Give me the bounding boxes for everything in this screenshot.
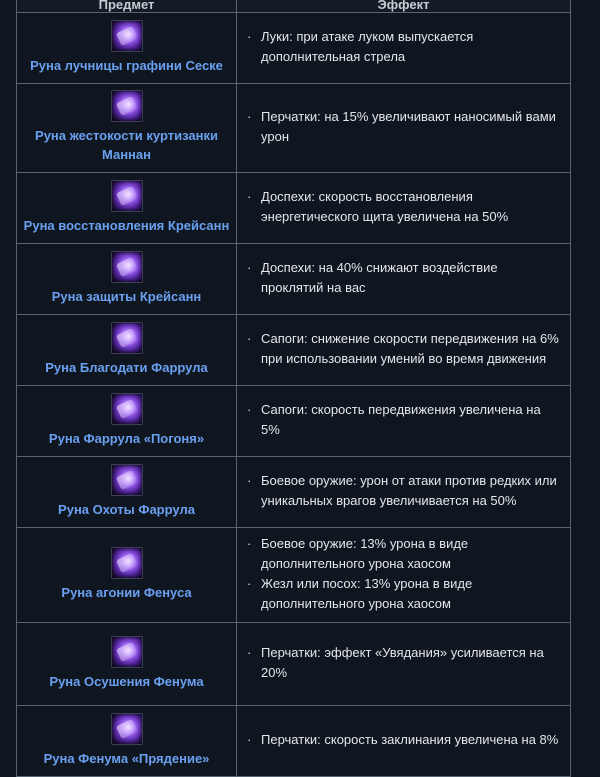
item-cell: [17, 244, 237, 314]
purple-rune-icon[interactable]: [111, 180, 143, 212]
item-cell: [17, 315, 237, 385]
bullet: ·: [247, 473, 252, 488]
item-cell: [17, 457, 237, 527]
effect-text: Доспехи: на 40% снижают воздействие проклятий на вас: [261, 260, 498, 295]
bullet: ·: [247, 260, 252, 275]
bullet: ·: [247, 189, 252, 204]
effect-cell: [237, 173, 570, 243]
effect-text: Перчатки: эффект «Увядания» усиливается на 20%: [261, 645, 544, 680]
item-cell: [17, 13, 237, 83]
table-row: [17, 623, 570, 706]
effect-text: Перчатки: на 15% увеличивают наносимый вами урон: [261, 109, 556, 144]
table-row: [17, 173, 570, 244]
rune-name-link[interactable]: Руна защиты Крейсанн: [51, 288, 202, 304]
table-header: [17, 0, 570, 13]
effect-cell: [237, 315, 570, 385]
header-effect: Эффект: [377, 0, 430, 12]
rune-name-link[interactable]: Руна Фаррула «Погоня»: [48, 430, 205, 446]
purple-rune-icon[interactable]: [111, 636, 143, 668]
purple-rune-icon[interactable]: [111, 547, 143, 579]
bullet: ·: [247, 536, 252, 551]
effect-text: Сапоги: скорость передвижения увеличена на 5%: [261, 402, 541, 437]
rune-name-link[interactable]: Руна Благодати Фаррула: [45, 359, 208, 375]
effect-text: Боевое оружие: 13% урона в виде дополнительного урона хаосом: [261, 536, 469, 571]
table-row: [17, 386, 570, 457]
bullet: ·: [247, 402, 252, 417]
effect-line: [245, 471, 560, 511]
table-row: [17, 13, 570, 84]
effect-line: [245, 107, 560, 147]
effect-line: [245, 329, 560, 369]
rune-name-link[interactable]: Руна Охоты Фаррула: [58, 501, 195, 517]
purple-rune-icon[interactable]: [111, 251, 143, 283]
effect-text: Жезл или посох: 13% урона в виде дополнительного урона хаосом: [261, 576, 473, 611]
effect-cell: [237, 13, 570, 83]
effect-text: Перчатки: скорость заклинания увеличена на 8%: [261, 732, 559, 747]
effect-line: [245, 574, 560, 614]
purple-rune-icon[interactable]: [111, 20, 143, 52]
bullet: ·: [247, 29, 252, 44]
bullet: ·: [247, 576, 252, 591]
rune-table: [16, 0, 571, 777]
effect-cell: [237, 623, 570, 705]
effect-line: [245, 258, 560, 298]
bullet: ·: [247, 732, 252, 747]
effect-line: [245, 643, 560, 683]
effect-line: [245, 400, 560, 440]
bullet: ·: [247, 109, 252, 124]
effect-cell: [237, 528, 570, 622]
effect-cell: [237, 84, 570, 172]
bullet: ·: [247, 645, 252, 660]
effect-line: [245, 534, 560, 574]
item-cell: [17, 623, 237, 705]
effect-cell: [237, 386, 570, 456]
purple-rune-icon[interactable]: [111, 393, 143, 425]
rune-name-link[interactable]: Руна восстановления Крейсанн: [23, 217, 230, 233]
purple-rune-icon[interactable]: [111, 90, 143, 122]
effect-cell: [237, 457, 570, 527]
effect-cell: [237, 244, 570, 314]
table-row: [17, 84, 570, 173]
rune-name-link[interactable]: Руна Фенума «Прядение»: [43, 750, 210, 766]
table-row: [17, 457, 570, 528]
purple-rune-icon[interactable]: [111, 322, 143, 354]
effect-text: Доспехи: скорость восстановления энергетического щита увеличена на 50%: [261, 189, 509, 224]
purple-rune-icon[interactable]: [111, 713, 143, 745]
item-cell: [17, 386, 237, 456]
table-row: [17, 528, 570, 623]
rune-name-link[interactable]: Руна агонии Фенуса: [61, 584, 192, 600]
rune-name-link[interactable]: Руна лучницы графини Сеске: [30, 57, 223, 73]
effect-cell: [237, 706, 570, 776]
bullet: ·: [247, 331, 252, 346]
header-item: Предмет: [17, 0, 237, 12]
item-cell: [17, 528, 237, 622]
table-row: [17, 315, 570, 386]
effect-text: Сапоги: снижение скорости передвижения на 6% при использовании умений во время движения: [261, 331, 559, 366]
effect-text: Луки: при атаке луком выпускается дополнительная стрела: [261, 29, 474, 64]
rune-name-link[interactable]: Руна жестокости куртизанки Маннан: [35, 128, 218, 162]
item-cell: [17, 84, 237, 172]
effect-line: [245, 730, 560, 750]
item-cell: [17, 173, 237, 243]
table-row: [17, 244, 570, 315]
effect-text: Боевое оружие: урон от атаки против редких или уникальных врагов увеличивается на 50%: [261, 473, 557, 508]
item-cell: [17, 706, 237, 776]
effect-line: [245, 27, 560, 67]
table-row: [17, 706, 570, 777]
purple-rune-icon[interactable]: [111, 464, 143, 496]
rune-name-link[interactable]: Руна Осушения Фенума: [49, 673, 204, 689]
effect-line: [245, 187, 560, 227]
